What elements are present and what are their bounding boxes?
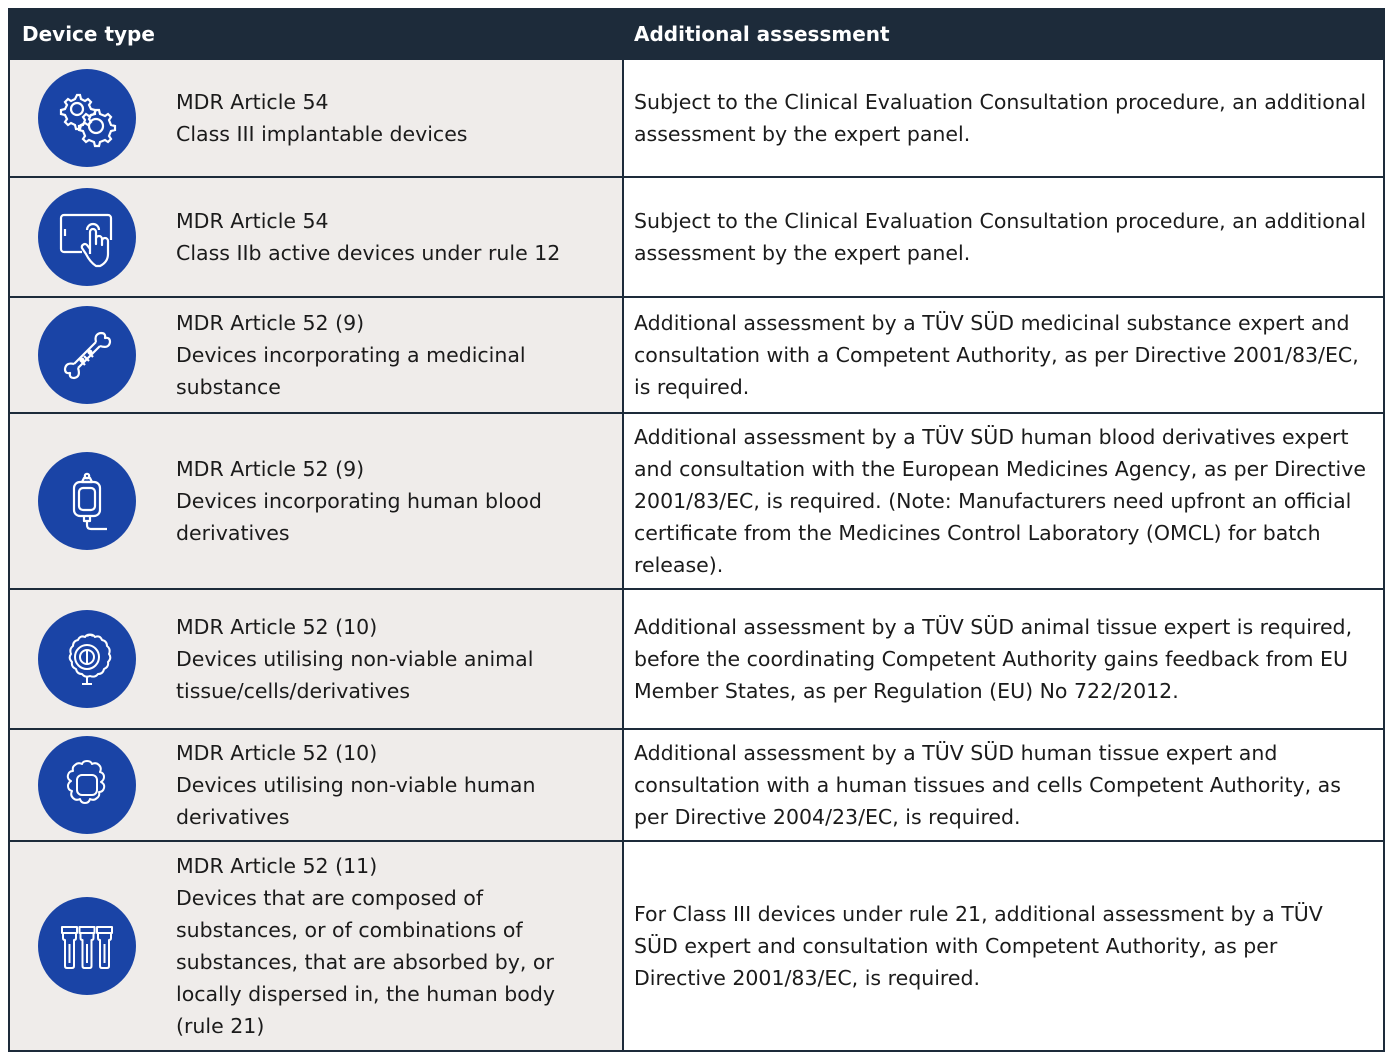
device-type-text — [176, 453, 576, 549]
device-type-text — [176, 205, 560, 269]
device-type-text — [176, 611, 576, 707]
article-label: MDR Article 52 (10) — [176, 741, 378, 765]
device-type-cell — [10, 590, 624, 728]
header-additional-assessment: Additional assessment — [634, 22, 890, 46]
article-label: MDR Article 52 (9) — [176, 457, 365, 481]
device-type-text — [176, 86, 467, 150]
touchscreen-hand-icon — [38, 188, 136, 286]
table-row — [10, 588, 1383, 728]
article-label: MDR Article 54 — [176, 209, 329, 233]
table-header — [10, 10, 1383, 58]
header-device-type: Device type — [22, 22, 155, 46]
device-type-cell — [10, 298, 624, 412]
assessment-cell: Additional assessment by a TÜV SÜD human tissue expert and consultation with a human tissues and cells Competent Authority, as per Directive 2004/23/EC, is required. — [634, 741, 1341, 829]
device-label: Devices that are composed of substances, or of combinations of substances, that are absorbed by, or locally dispersed in, the human body (rule 21) — [176, 886, 555, 1038]
device-type-cell — [10, 60, 624, 176]
device-type-cell — [10, 414, 624, 588]
device-label: Class IIb active devices under rule 12 — [176, 241, 561, 265]
device-type-cell — [10, 178, 624, 296]
device-label: Devices incorporating a medicinal substance — [176, 343, 526, 399]
device-type-text — [176, 737, 576, 833]
device-type-text — [176, 850, 591, 1042]
assessment-cell: For Class III devices under rule 21, additional assessment by a TÜV SÜD expert and consultation with Competent Authority, as per Directive 2001/83/EC, is required. — [634, 902, 1323, 990]
blood-bag-icon — [38, 452, 136, 550]
article-label: MDR Article 54 — [176, 90, 329, 114]
article-label: MDR Article 52 (9) — [176, 311, 365, 335]
table-row — [10, 176, 1383, 296]
device-label: Devices incorporating human blood derivatives — [176, 489, 542, 545]
bone-implant-icon — [38, 306, 136, 404]
assessment-cell: Additional assessment by a TÜV SÜD human blood derivatives expert and consultation with the European Medicines Agency, as per Directive 2001/83/EC, is required. (Note: Manufacturers need upfront an official certificate from the Medicines Control Laboratory (OMCL) for batch release). — [634, 425, 1366, 577]
device-type-text — [176, 307, 576, 403]
device-label: Class III implantable devices — [176, 122, 468, 146]
device-label: Devices utilising non-viable animal tissue/cells/derivatives — [176, 647, 534, 703]
assessment-cell: Subject to the Clinical Evaluation Consultation procedure, an additional assessment by the expert panel. — [634, 90, 1367, 146]
assessment-cell: Additional assessment by a TÜV SÜD animal tissue expert is required, before the coordinating Competent Authority gains feedback from EU Member States, as per Regulation (EU) No 722/2012. — [634, 615, 1353, 703]
table-row — [10, 296, 1383, 412]
assessment-cell: Subject to the Clinical Evaluation Consultation procedure, an additional assessment by the expert panel. — [634, 209, 1367, 265]
article-label: MDR Article 52 (11) — [176, 854, 378, 878]
assessment-table — [8, 8, 1385, 1052]
table-row — [10, 728, 1383, 840]
device-type-cell — [10, 730, 624, 840]
cell-membrane-icon — [38, 736, 136, 834]
tissue-cell-icon — [38, 610, 136, 708]
table-row — [10, 412, 1383, 588]
gears-icon — [38, 69, 136, 167]
device-type-cell — [10, 842, 624, 1050]
table-row — [10, 58, 1383, 176]
table-row — [10, 840, 1383, 1050]
article-label: MDR Article 52 (10) — [176, 615, 378, 639]
assessment-cell: Additional assessment by a TÜV SÜD medicinal substance expert and consultation with a Competent Authority, as per Directive 2001/83/EC, is required. — [634, 311, 1359, 399]
vials-icon — [38, 897, 136, 995]
device-label: Devices utilising non-viable human derivatives — [176, 773, 536, 829]
